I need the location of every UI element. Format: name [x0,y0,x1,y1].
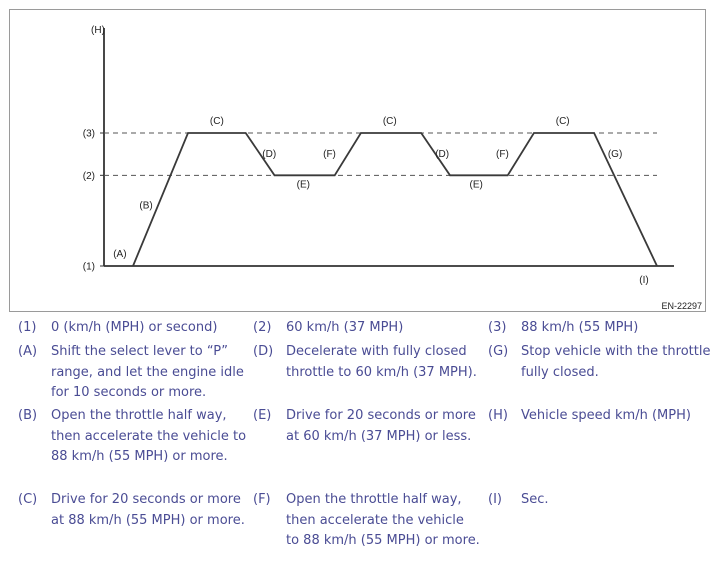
legend-key: (3) [488,320,507,335]
annotation-label: (E) [296,179,310,191]
legend-text: 0 (km/h (MPH) or second) [51,320,218,335]
legend-key: (D) [253,344,274,359]
legend-key: (E) [253,408,272,423]
annotation-labels [113,116,622,260]
legend-key: (B) [18,408,38,423]
y-tick-label: (3) [82,128,95,140]
legend-text: Open the throttle half way, then accelerate the vehicle to 88 km/h (55 MPH) or more. [286,492,480,548]
legend-text: Shift the select lever to “P” range, and let the engine idle for 10 seconds or more. [51,344,244,400]
legend-key: (H) [488,408,508,423]
chart-figure [9,9,706,312]
annotation-label: (C) [555,115,570,127]
annotation-label: (A) [113,248,127,260]
reference-lines [104,133,657,175]
legend-key: (2) [253,320,272,335]
legend-text: Decelerate with fully closed throttle to 60 km/h (37 MPH). [286,344,477,380]
legend-key: (C) [18,492,38,507]
annotation-label: (C) [209,115,224,127]
legend-text: Sec. [521,492,549,507]
y-tick-label: (2) [82,170,95,182]
x-axis-label: (I) [639,275,649,286]
y-tick-labels [83,129,104,273]
figure-code: EN-22297 [661,301,702,311]
y-axis-label: (H) [91,25,105,36]
legend-key: (G) [488,344,509,359]
legend-key: (1) [18,320,37,335]
legend-text: Stop vehicle with the throttle fully closed. [521,344,711,380]
legend-key: (F) [253,492,271,507]
legend-text: Open the throttle half way, then accelerate the vehicle to 88 km/h (55 MPH) or more. [51,408,247,464]
annotation-label: (G) [607,149,623,161]
series-group [133,133,657,266]
legend-table [0,318,716,578]
legend-text: Vehicle speed km/h (MPH) [521,408,691,423]
y-tick-label: (1) [82,261,95,273]
annotation-label: (D) [435,149,450,161]
annotation-label: (F) [323,149,336,161]
legend-text: 60 km/h (37 MPH) [286,320,404,335]
annotation-label: (D) [262,149,277,161]
annotation-label: (F) [496,149,509,161]
legend-key: (A) [18,344,38,359]
chart-axes [104,28,674,266]
speed-profile-chart [10,10,707,313]
annotation-label: (E) [469,179,483,191]
annotation-label: (C) [382,115,397,127]
legend-text: Drive for 20 seconds or more at 88 km/h (55 MPH) or more. [51,492,245,528]
speed-profile-line [133,133,657,266]
annotation-label: (B) [139,200,153,212]
legend-key: (I) [488,492,502,507]
legend-text: 88 km/h (55 MPH) [521,320,639,335]
legend-text: Drive for 20 seconds or more at 60 km/h (37 MPH) or less. [286,408,476,444]
